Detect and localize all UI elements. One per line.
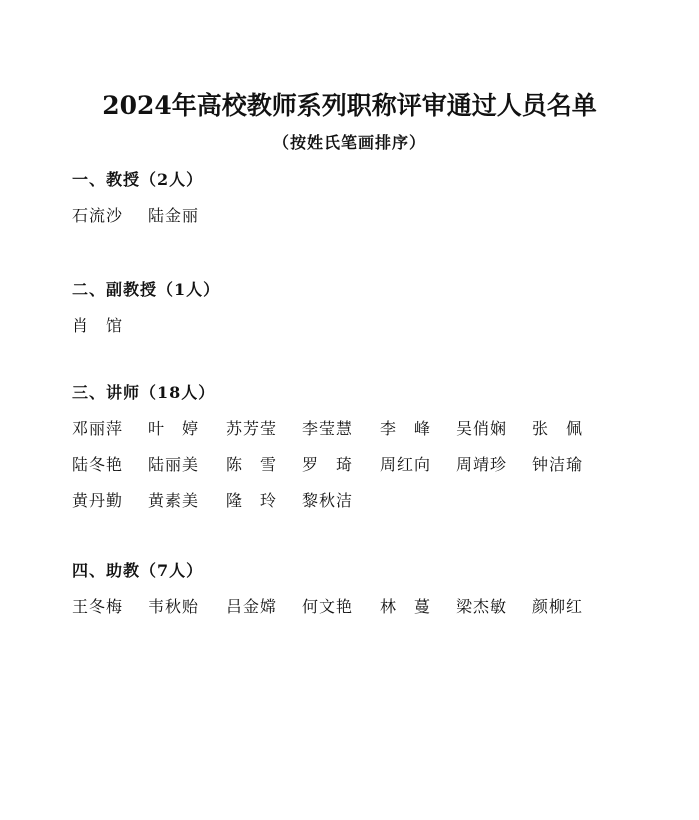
section-heading: 二、副教授（1人）	[72, 280, 221, 299]
person-name: 颜柳红	[532, 597, 584, 616]
person-name: 韦秋贻	[148, 597, 200, 616]
person-name: 黄素美	[148, 491, 200, 510]
person-name: 周红向	[380, 455, 432, 474]
person-name: 陆丽美	[148, 455, 200, 474]
person-name: 邓丽萍	[72, 419, 124, 438]
person-name: 陆冬艳	[72, 455, 124, 474]
person-name: 隆 玲	[226, 491, 278, 510]
section-heading: 三、讲师（18人）	[72, 383, 216, 402]
person-name: 苏芳莹	[226, 419, 278, 438]
person-name: 李 峰	[380, 419, 432, 438]
person-name: 林 蔓	[380, 597, 432, 616]
name-row	[72, 203, 632, 227]
person-name: 石流沙	[72, 206, 124, 225]
person-name: 罗 琦	[302, 455, 354, 474]
person-name: 王冬梅	[72, 597, 124, 616]
person-name: 张 佩	[532, 419, 584, 438]
person-name: 钟洁瑜	[532, 455, 584, 474]
person-name: 黎秋洁	[302, 491, 354, 510]
person-name: 吕金嫦	[226, 597, 278, 616]
name-row	[72, 488, 632, 512]
name-row	[72, 416, 632, 440]
person-name: 陆金丽	[148, 206, 200, 225]
document-title: 2024年高校教师系列职称评审通过人员名单	[102, 91, 597, 120]
person-name: 黄丹勤	[72, 491, 124, 510]
person-name: 梁杰敏	[456, 597, 508, 616]
person-name: 何文艳	[302, 597, 354, 616]
document-subtitle: （按姓氏笔画排序）	[272, 133, 426, 152]
name-row	[72, 594, 632, 618]
name-row	[72, 313, 632, 337]
person-name: 肖 馆	[72, 316, 124, 335]
person-name: 李莹慧	[302, 419, 354, 438]
section-heading: 一、教授（2人）	[72, 170, 204, 189]
person-name: 周靖珍	[456, 455, 508, 474]
person-name: 陈 雪	[226, 455, 278, 474]
name-row	[72, 452, 632, 476]
person-name: 叶 婷	[148, 419, 200, 438]
person-name: 吴俏娴	[456, 419, 508, 438]
section-heading: 四、助教（7人）	[72, 561, 204, 580]
